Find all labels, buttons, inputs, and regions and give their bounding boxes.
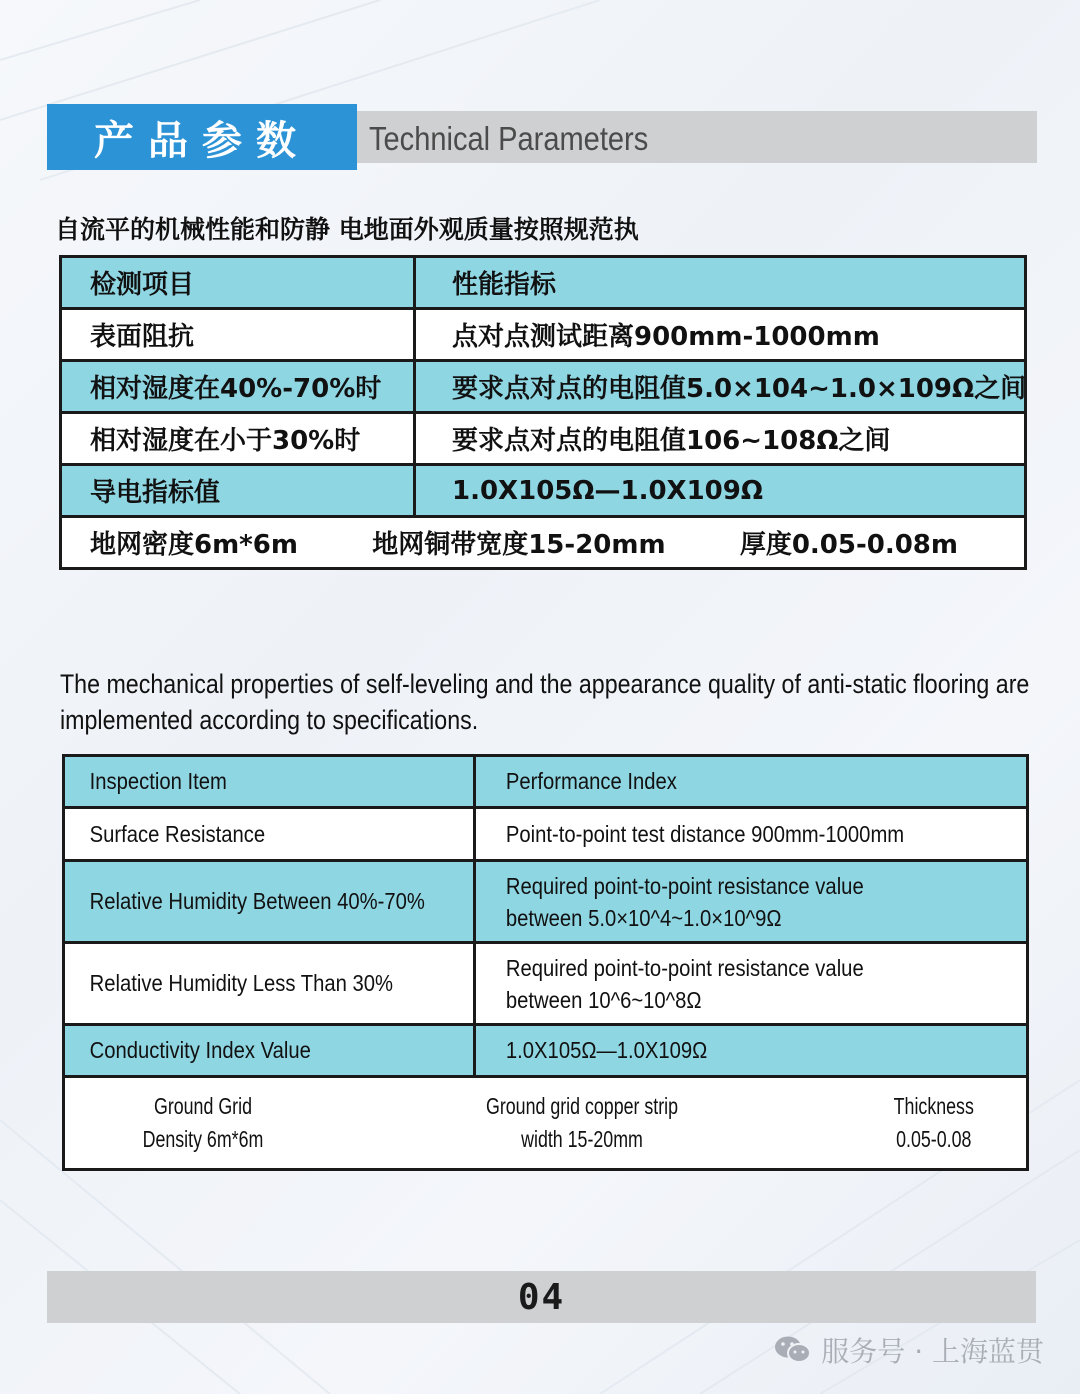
table-footer-cell <box>61 517 1026 569</box>
table-cell: 1.0X105Ω—1.0X109Ω <box>415 465 1026 517</box>
table-footer-row <box>61 517 1026 569</box>
table-cell: 相对湿度在小于30%时 <box>61 413 415 465</box>
cell-text: Conductivity Index Value <box>89 1037 311 1063</box>
footer-line: Ground Grid <box>153 1093 252 1119</box>
cell-text: Surface Resistance <box>89 820 266 847</box>
copper-strip-en <box>473 1090 691 1156</box>
table-cell: 表面阻抗 <box>61 309 415 361</box>
header-title-cn: 产品参数 <box>94 117 310 164</box>
table-row <box>61 465 1026 517</box>
table-footer-row <box>64 1077 1028 1170</box>
header-cell <box>64 756 475 808</box>
table-row <box>61 361 1026 413</box>
header-cell <box>475 756 1028 808</box>
table-cell <box>64 808 475 861</box>
cell-text: Relative Humidity Between 40%-70% <box>89 888 425 914</box>
table-cell <box>475 943 1028 1025</box>
footer-line: width 15-20mm <box>520 1126 643 1152</box>
wechat-icon <box>773 1334 813 1366</box>
page-number: 04 <box>517 1276 566 1318</box>
intro-cn: 自流平的机械性能和防静 电地面外观质量按照规范执 <box>55 215 639 244</box>
footer-line: Ground grid copper strip <box>485 1093 678 1119</box>
grid-density-cn: 地网密度6m*6m <box>90 530 298 560</box>
thickness-cn: 厚度0.05-0.08m <box>739 530 958 560</box>
grid-density-en <box>134 1090 271 1156</box>
table-cell: 要求点对点的电阻值106~108Ω之间 <box>415 413 1026 465</box>
table-cell: 导电指标值 <box>61 465 415 517</box>
table-row <box>64 861 1028 943</box>
cell-text: 1.0X105Ω—1.0X109Ω <box>505 1037 708 1063</box>
header-title-en: Technical Parameters <box>369 120 649 157</box>
spec-table-en <box>62 754 1029 1171</box>
table-cell <box>64 861 475 943</box>
cell-text: Point-to-point test distance 900mm-1000mm <box>505 820 905 847</box>
intro-en: The mechanical properties of self-leveling and the appearance quality of anti-static flooring are implemented according to specifications. <box>60 669 1030 735</box>
footer-line: Thickness <box>894 1093 975 1119</box>
cell-text: between 10^6~10^8Ω <box>505 986 702 1013</box>
table-row <box>64 943 1028 1025</box>
cell-text: Required point-to-point resistance value <box>505 872 864 899</box>
footer-line: 0.05-0.08 <box>896 1126 972 1152</box>
header-cell: 检测项目 <box>61 257 415 309</box>
cell-text: between 5.0×10^4~1.0×10^9Ω <box>505 904 782 931</box>
spec-table-cn <box>59 255 1027 570</box>
table-cell <box>475 861 1028 943</box>
watermark <box>773 1330 1044 1370</box>
watermark-text: 服务号 · 上海蓝贯 <box>821 1335 1044 1368</box>
table-cell: 点对点测试距离900mm-1000mm <box>415 309 1026 361</box>
table-cell: 要求点对点的电阻值5.0×104~1.0×109Ω之间 <box>415 361 1026 413</box>
table-cell <box>475 1025 1028 1077</box>
table-row <box>61 309 1026 361</box>
table-cell <box>475 808 1028 861</box>
header-label: Performance Index <box>505 768 677 794</box>
table-cell: 相对湿度在40%-70%时 <box>61 361 415 413</box>
table-cell <box>64 943 475 1025</box>
thickness-en <box>889 1090 980 1156</box>
copper-strip-cn: 地网铜带宽度15-20mm <box>372 530 666 560</box>
header-title-block <box>47 104 357 170</box>
table-row <box>61 413 1026 465</box>
table-row <box>64 1025 1028 1077</box>
table-cell <box>64 1025 475 1077</box>
table-header-row <box>64 756 1028 808</box>
header-cell: 性能指标 <box>415 257 1026 309</box>
header-label: Inspection Item <box>89 768 227 794</box>
footer-line: Density 6m*6m <box>142 1126 264 1152</box>
table-row <box>64 808 1028 861</box>
cell-text: Required point-to-point resistance value <box>505 954 864 981</box>
page-number-bar <box>47 1271 1036 1323</box>
table-footer-cell <box>64 1077 1028 1170</box>
table-header-row <box>61 257 1026 309</box>
cell-text: Relative Humidity Less Than 30% <box>89 970 394 996</box>
